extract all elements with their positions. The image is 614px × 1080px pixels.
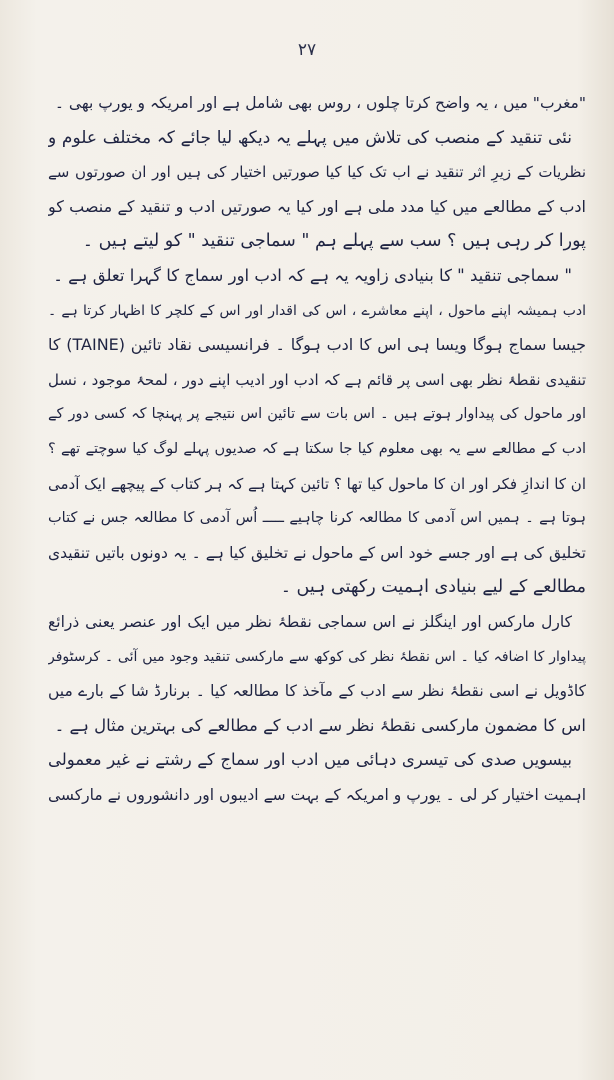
text-line: نظریات کے زیرِ اثر تنقید نے اب تک کیا کیا صورتیں اختیار کی ہیں اور ان صورتوں سے: [48, 163, 586, 182]
text-line: مطالعے کے لیے بنیادی اہمیت رکھتی ہیں ۔: [280, 577, 586, 598]
text-line: کارل مارکس اور اینگلز نے اس سماجی نقطۂ نظر میں ایک اور عنصر یعنی ذرائع: [48, 612, 572, 631]
text-line: پورا کر رہی ہیں ؟ سب سے پہلے ہم " سماجی تنقید " کو لیتے ہیں ۔: [82, 231, 586, 252]
text-line: ان کا اندازِ فکر اور ان کا ماحول کیا تھا ؟ تائین کہتا ہے کہ ہر کتاب کے پیچھے ایک آدمی: [48, 474, 586, 493]
text-line: "مغرب" میں ، یہ واضح کرتا چلوں ، روس بھی شامل ہے اور امریکہ و یورپ بھی ۔: [54, 94, 586, 112]
text-line: اہمیت اختیار کر لی ۔ یورپ و امریکہ کے بہت سے ادیبوں اور دانشوروں نے مارکسی: [48, 785, 586, 804]
page-number: ۲۷: [297, 40, 317, 60]
text-line: ادب کے مطالعے سے یہ بھی معلوم کیا جا سکتا ہے کہ صدیوں پہلے لوگ کیا سوچتے تھے ؟: [48, 440, 586, 457]
text-line: ہوتا ہے ۔ ہمیں اس آدمی کا مطالعہ کرنا چاہیے ـــــ اُس آدمی کا مطالعہ جس نے کتاب: [48, 510, 586, 527]
text-line: بیسویں صدی کی تیسری دہائی میں ادب اور سماج کے رشتے نے غیر معمولی: [48, 750, 572, 770]
urdu-text-body: [48, 86, 586, 812]
text-line: اور ماحول کی پیداوار ہوتے ہیں ۔ اس بات سے تائین اس نتیجے پر پہنچا کہ کسی دور کے: [48, 406, 586, 423]
text-line: اس کا مضمون مارکسی نقطۂ نظر سے ادب کے مطالعے کی بہترین مثال ہے ۔: [54, 715, 586, 735]
text-line: ادب ہمیشہ اپنے ماحول ، اپنے معاشرے ، اس کی اقدار اور اس کے کلچر کا اظہار کرتا ہے ۔: [48, 302, 586, 319]
text-line: تنقیدی نقطۂ نظر بھی اسی پر قائم ہے کہ ادب اور ادیب اپنے دور ، لمحۂ موجود ، نسل: [48, 370, 586, 389]
text-line: نئی تنقید کے منصب کی تلاش میں پہلے یہ دیکھ لیا جائے کہ مختلف علوم و: [48, 127, 572, 148]
text-line: کاڈویل نے اسی نقطۂ نظر سے ادب کے مآخذ کا مطالعہ کیا ۔ برنارڈ شا کے بارے میں: [48, 682, 586, 701]
text-line: جیسا سماج ہوگا ویسا ہی اس کا ادب ہوگا ۔ فرانسیسی نقاد تائین (TAINE) کا: [48, 335, 586, 355]
text-line: پیداوار کا اضافہ کیا ۔ اس نقطۂ نظر کی کوکھ سے مارکسی تنقید وجود میں آئی ۔ کرسٹوفر: [48, 648, 586, 665]
text-line: ادب کے مطالعے میں کیا مدد ملی ہے اور کیا یہ صورتیں ادب و تنقید کے منصب کو: [48, 196, 586, 216]
text-line: " سماجی تنقید " کا بنیادی زاویہ یہ ہے کہ ادب اور سماج کا گہرا تعلق ہے ۔: [53, 265, 572, 285]
text-line: تخلیق کی ہے اور جسے خود اس کے ماحول نے تخلیق کیا ہے ۔ یہ دونوں باتیں تنقیدی: [48, 543, 586, 562]
